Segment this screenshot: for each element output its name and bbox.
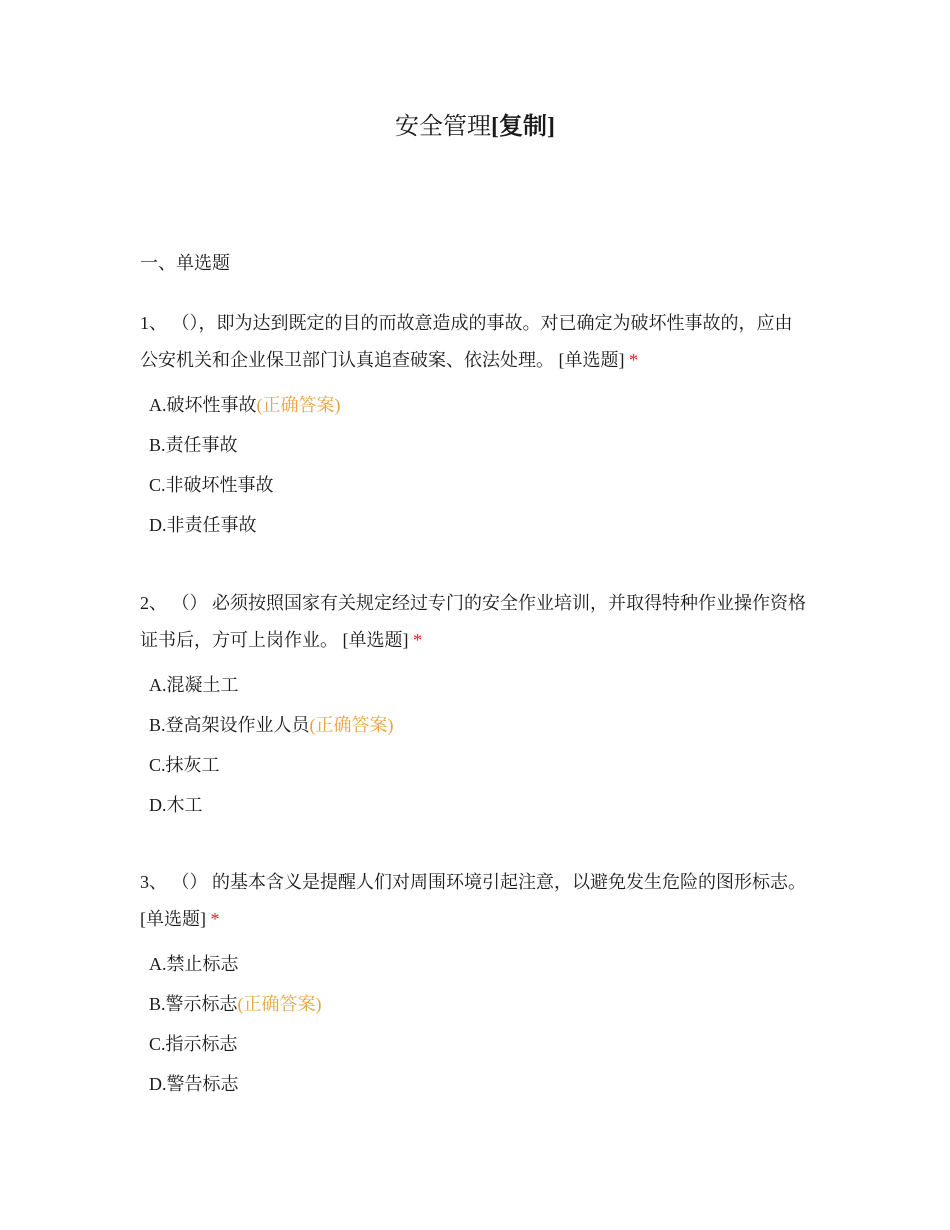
option-label: B.登高架设作业人员 [149,715,310,735]
correct-answer-badge: (正确答案) [256,395,341,415]
option-d[interactable] [149,505,810,545]
question-3 [140,864,810,1104]
question-type: [单选题] [558,350,625,370]
required-mark: * [210,909,220,929]
section-title: 一、单选题 [140,253,230,273]
required-mark: * [629,350,638,370]
question-body: （），即为达到既定的目的而故意造成的事故。对已确定为破坏性事故的，应由公安机关和企业保卫部门认真追查破案、依法处理。 [140,313,793,370]
question-text [140,585,810,659]
option-c[interactable] [149,465,810,505]
question-type: [单选题] [342,630,409,650]
option-a[interactable] [149,385,810,425]
option-b[interactable] [149,425,810,465]
option-label: C.抹灰工 [149,755,220,775]
title-suffix: [复制] [491,114,555,140]
option-label: A.禁止标志 [149,954,239,974]
question-text [140,305,810,379]
option-b[interactable] [149,984,810,1024]
option-label: B.责任事故 [149,435,238,455]
question-number: 3、 [140,872,167,892]
option-label: C.非破坏性事故 [149,475,274,495]
question-number: 1、 [140,313,167,333]
option-label: D.非责任事故 [149,515,257,535]
question-1 [140,305,810,545]
option-a[interactable] [149,944,810,984]
question-type: [单选题] [140,909,206,929]
option-label: A.混凝土工 [149,675,239,695]
option-d[interactable] [149,785,810,825]
question-2 [140,585,810,825]
page-title [0,110,950,144]
option-label: A.破坏性事故 [149,395,257,415]
option-label: D.警告标志 [149,1074,239,1094]
question-text [140,864,810,938]
correct-answer-badge: (正确答案) [309,715,394,735]
option-c[interactable] [149,745,810,785]
title-main: 安全管理 [395,114,491,140]
question-number: 2、 [140,593,167,613]
option-list [140,385,810,545]
question-body: （） 的基本含义是提醒人们对周围环境引起注意，以避免发生危险的图形标志。 [171,872,806,892]
option-b[interactable] [149,705,810,745]
question-body: （） 必须按照国家有关规定经过专门的安全作业培训，并取得特种作业操作资格证书后，方可上岗作业。 [140,593,806,650]
option-list [140,665,810,825]
option-label: B.警示标志 [149,994,238,1014]
correct-answer-badge: (正确答案) [237,994,322,1014]
option-list [140,944,810,1104]
option-label: C.指示标志 [149,1034,238,1054]
required-mark: * [413,630,422,650]
option-label: D.木工 [149,795,203,815]
option-d[interactable] [149,1064,810,1104]
option-c[interactable] [149,1024,810,1064]
option-a[interactable] [149,665,810,705]
